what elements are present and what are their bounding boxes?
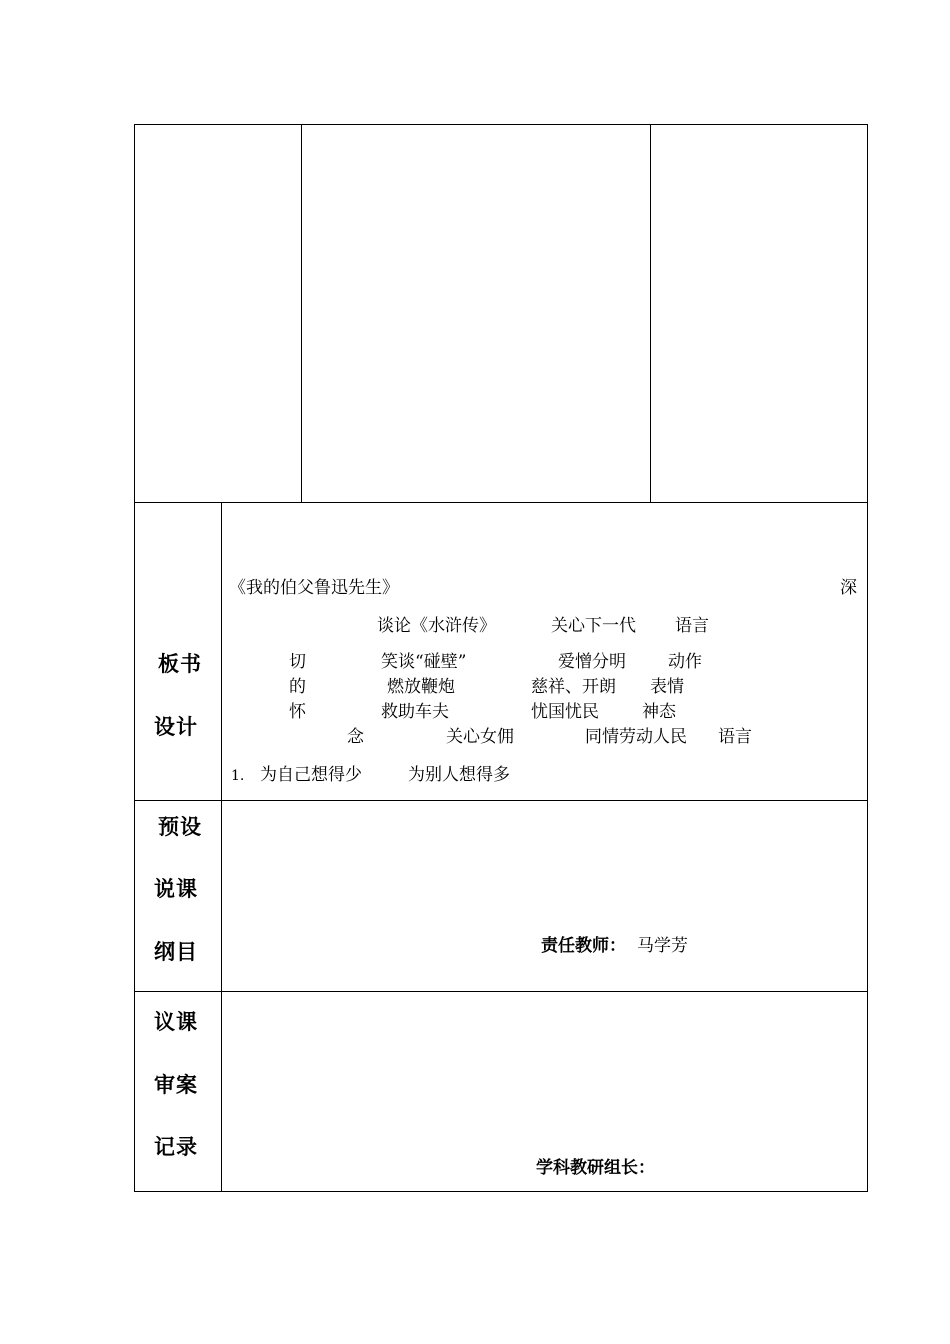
top-row-divider-b bbox=[650, 124, 651, 502]
board-col4-1: 动作 bbox=[668, 652, 702, 672]
top-row-divider-a bbox=[301, 124, 302, 502]
table-border-right bbox=[867, 124, 868, 1192]
table-border-top bbox=[134, 124, 868, 125]
review-label-line1: 议课 bbox=[154, 1009, 198, 1034]
board-col2-1: 笑谈“碰壁” bbox=[381, 652, 467, 672]
board-label-line1: 板书 bbox=[158, 651, 202, 676]
teacher-name: 马学芳 bbox=[637, 936, 688, 956]
board-item-b: 为别人想得多 bbox=[408, 765, 510, 785]
board-col1-2: 怀 bbox=[289, 702, 306, 722]
leader-label: 学科教研组长： bbox=[536, 1158, 655, 1178]
board-col4-0: 语言 bbox=[675, 616, 709, 636]
board-col1-1: 的 bbox=[289, 677, 306, 697]
table-border-bottom bbox=[134, 1191, 868, 1192]
board-col3-2: 慈祥、开朗 bbox=[531, 677, 616, 697]
board-col4-4: 语言 bbox=[718, 727, 752, 747]
row-divider-3 bbox=[134, 991, 868, 992]
board-col2-2: 燃放鞭炮 bbox=[387, 677, 455, 697]
board-col3-1: 爱憎分明 bbox=[558, 652, 626, 672]
preset-label-line3: 纲目 bbox=[154, 939, 198, 964]
board-col2-4: 关心女佣 bbox=[446, 727, 514, 747]
preset-label-line1: 预设 bbox=[158, 814, 202, 839]
board-item-number: 1. bbox=[231, 768, 245, 784]
row-divider-1 bbox=[134, 502, 868, 503]
board-col4-3: 神态 bbox=[642, 702, 676, 722]
row-divider-2 bbox=[134, 800, 868, 801]
review-label-line2: 审案 bbox=[154, 1072, 198, 1097]
label-column-divider bbox=[221, 502, 222, 1192]
board-deep: 深 bbox=[840, 578, 857, 598]
board-label-line2: 设计 bbox=[154, 714, 198, 739]
preset-label-line2: 说课 bbox=[154, 876, 198, 901]
board-col4-2: 表情 bbox=[650, 677, 684, 697]
board-col3-4: 同情劳动人民 bbox=[585, 727, 687, 747]
board-col2-0: 谈论《水浒传》 bbox=[377, 616, 496, 636]
teacher-label: 责任教师： bbox=[541, 936, 626, 956]
board-title: 《我的伯父鲁迅先生》 bbox=[229, 578, 399, 598]
board-col3-0: 关心下一代 bbox=[551, 616, 636, 636]
board-col1-3: 念 bbox=[347, 727, 364, 747]
board-col3-3: 忧国忧民 bbox=[531, 702, 599, 722]
review-label-line3: 记录 bbox=[154, 1134, 198, 1159]
table-border-left bbox=[134, 124, 135, 1192]
board-col1-0: 切 bbox=[289, 652, 306, 672]
board-col2-3: 救助车夫 bbox=[381, 702, 449, 722]
board-item-a: 为自己想得少 bbox=[260, 765, 362, 785]
